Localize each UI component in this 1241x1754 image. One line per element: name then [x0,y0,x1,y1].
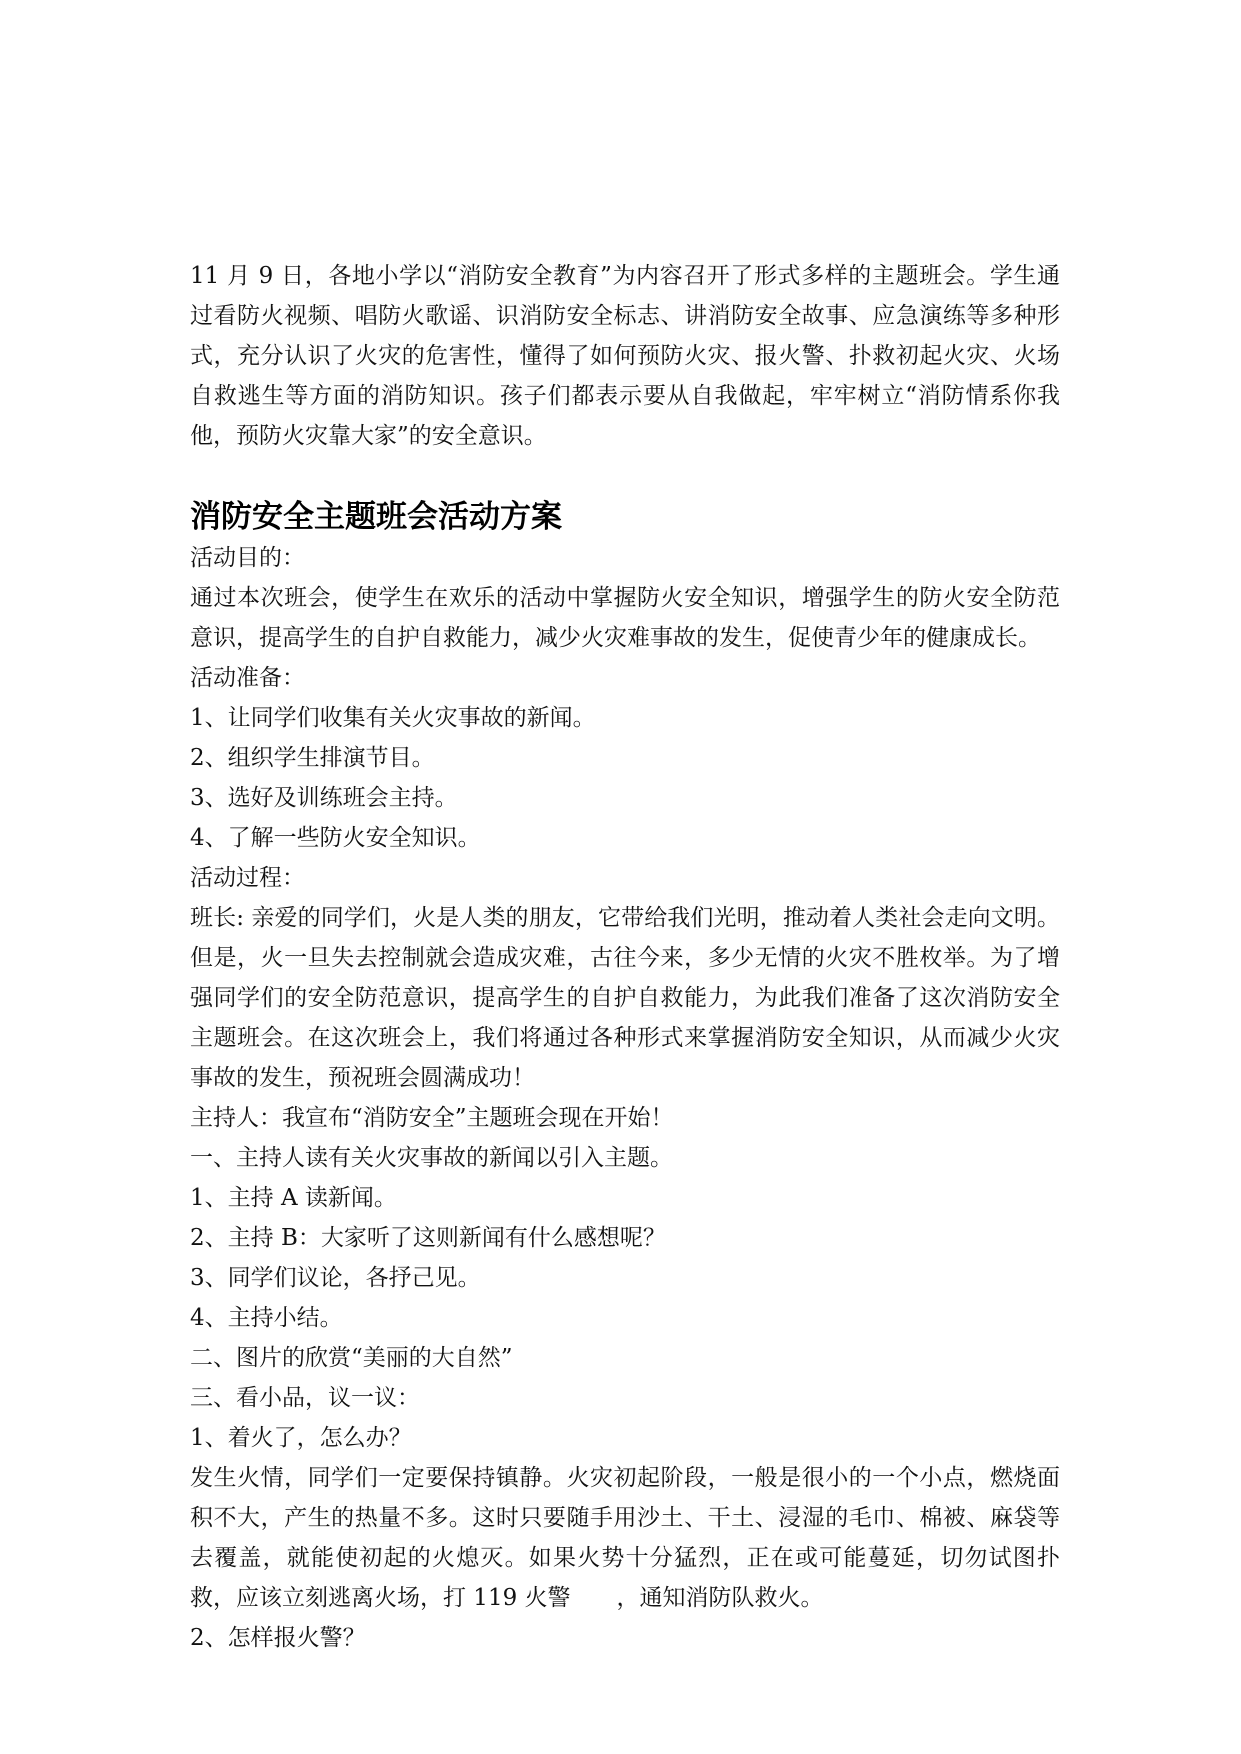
question-two: 2、怎样报火警？ [190,1625,366,1651]
monitor-speech-paragraph: 班长: 亲爱的同学们，火是人类的朋友，它带给我们光明，推动着人类社会走向文明。但是，火一旦失去控制就会造成灾难，古往今来，多少无情的火灾不胜枚举。为了增强同学们的安全防范意识，提高学生的自护自救能力，为此我们准备了这次消防安全主题班会。在这次班会上，我们将通过各种形式来掌握消防安全知识，从而减少火灾事故的发生，预祝班会圆满成功！ [190,905,1060,1091]
preparation-item: 3、选好及训练班会主持。 [190,785,458,811]
purpose-label: 活动目的： [190,545,305,571]
answer-one-paragraph: 发生火情，同学们一定要保持镇静。火灾初起阶段，一般是很小的一个小点，燃烧面积不大，产生的热量不多。这时只要随手用沙土、干土、浸湿的毛巾、棉被、麻袋等去覆盖，就能使初起的火熄灭。如果火势十分猛烈，正在或可能蔓延，切勿试图扑救，应该立刻逃离火场，打 119 火警 ，通知消防队救火。 [190,1465,1060,1611]
section-three-title: 三、看小品，议一议： [190,1385,420,1411]
section-one-item: 2、主持 B：大家听了这则新闻有什么感想呢？ [190,1225,666,1251]
question-one: 1、着火了，怎么办？ [190,1425,412,1451]
preparation-item: 2、组织学生排演节目。 [190,745,435,771]
purpose-paragraph: 通过本次班会，使学生在欢乐的活动中掌握防火安全知识，增强学生的防火安全防范意识，提高学生的自护自救能力，减少火灾难事故的发生，促使青少年的健康成长。 [190,585,1060,651]
section-one-item: 4、主持小结。 [190,1305,343,1331]
host-announcement: 主持人：我宣布“消防安全”主题班会现在开始！ [190,1105,674,1131]
intro-paragraph: 11 月 9 日，各地小学以“消防安全教育”为内容召开了形式多样的主题班会。学生通过看防火视频、唱防火歌谣、识消防安全标志、讲消防安全故事、应急演练等多种形式，充分认识了火灾的危害性，懂得了如何预防火灾、报火警、扑救初起火灾、火场自救逃生等方面的消防知识。孩子们都表示要从自我做起，牢牢树立“消防情系你我他，预防火灾靠大家”的安全意识。 [190,263,1060,449]
document-title: 消防安全主题班会活动方案 [190,499,562,535]
document-body [190,256,1060,1658]
preparation-item: 4、了解一些防火安全知识。 [190,825,481,851]
preparation-item: 1、让同学们收集有关火灾事故的新闻。 [190,705,596,731]
section-one-title: 一、主持人读有关火灾事故的新闻以引入主题。 [190,1145,673,1171]
process-label: 活动过程： [190,865,305,891]
section-one-item: 1、主持 A 读新闻。 [190,1185,397,1211]
section-one-item: 3、同学们议论，各抒己见。 [190,1265,481,1291]
section-two-title: 二、图片的欣赏“美丽的大自然” [190,1345,513,1371]
preparation-label: 活动准备： [190,665,305,691]
